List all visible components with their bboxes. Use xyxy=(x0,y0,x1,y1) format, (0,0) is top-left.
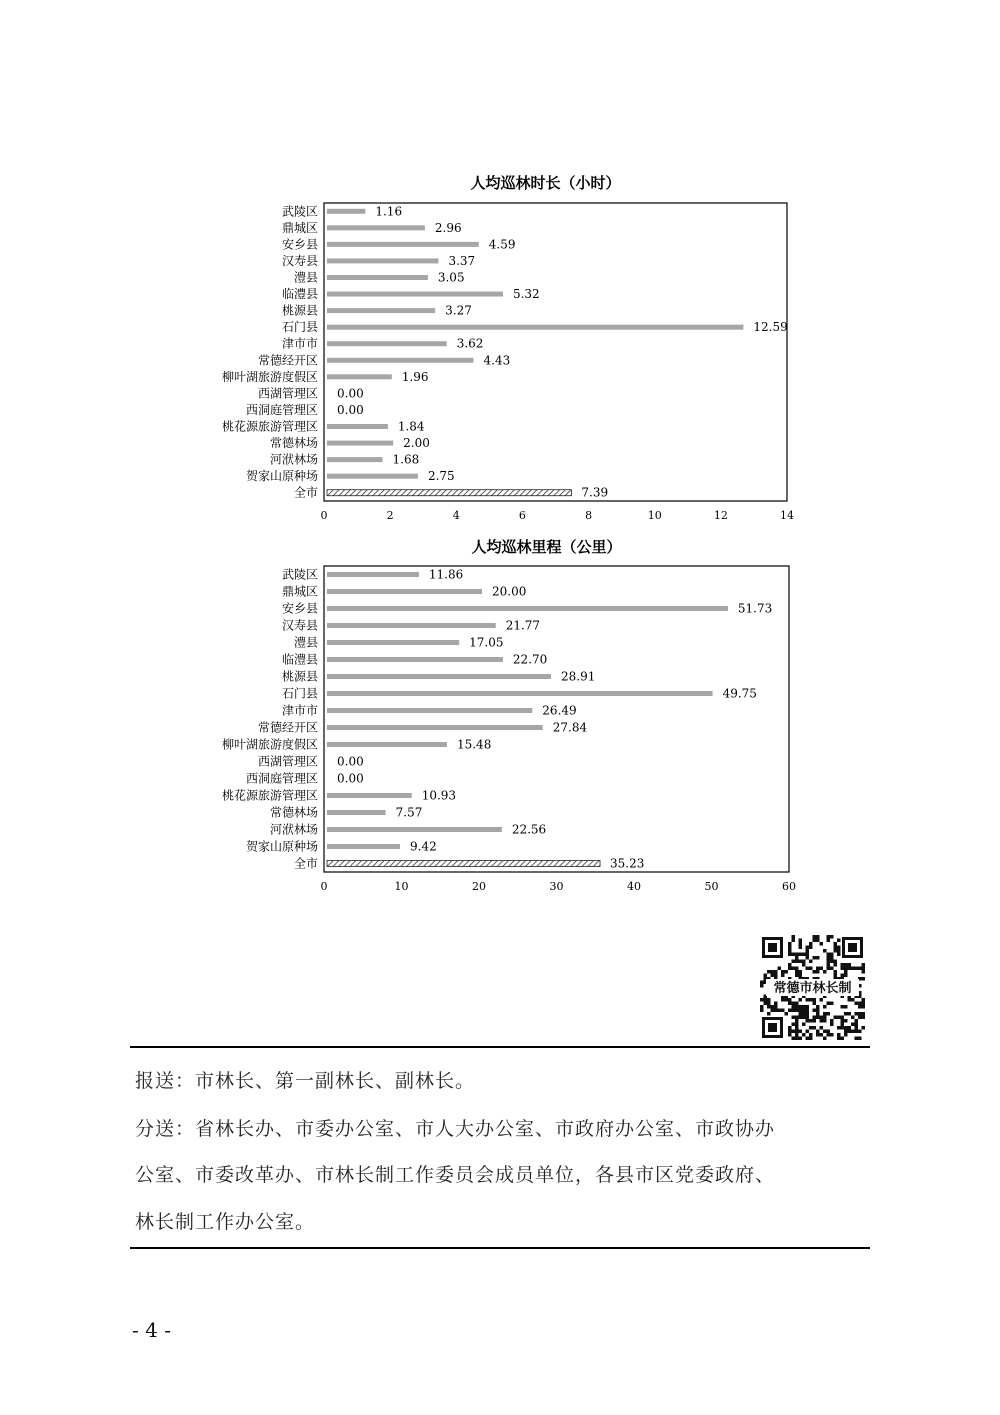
value-label: 2.96 xyxy=(434,220,462,235)
value-label: 49.75 xyxy=(722,686,757,701)
bar xyxy=(327,292,503,297)
category-label: 武陵区 xyxy=(281,567,318,582)
category-label: 贺家山原种场 xyxy=(245,469,318,484)
category-label: 鼎城区 xyxy=(281,584,318,599)
value-label: 3.05 xyxy=(437,270,465,285)
category-label: 安乡县 xyxy=(281,601,318,616)
value-label: 1.68 xyxy=(392,452,420,467)
category-label: 安乡县 xyxy=(281,237,318,252)
value-label: 2.00 xyxy=(403,436,430,451)
category-label: 鼎城区 xyxy=(281,220,318,235)
category-label: 桃花源旅游管理区 xyxy=(221,788,318,803)
divider-top xyxy=(130,1046,870,1048)
chart-title: 人均巡林里程（公里） xyxy=(471,538,622,556)
category-label: 全市 xyxy=(293,485,318,500)
x-tick-label: 0 xyxy=(320,509,328,522)
category-label: 常德经开区 xyxy=(257,353,318,368)
x-tick-label: 40 xyxy=(627,880,641,893)
distribution-report-line: 报送：市林长、第一副林长、副林长。 xyxy=(135,1070,476,1092)
category-label: 常德经开区 xyxy=(257,720,318,735)
bar xyxy=(327,793,412,798)
category-label: 河洑林场 xyxy=(269,452,318,467)
distribution-copy-line-2: 公室、市委改革办、市林长制工作委员会成员单位，各县市区党委政府、 xyxy=(135,1164,776,1186)
category-label: 柳叶湖旅游度假区 xyxy=(221,369,318,384)
value-label: 5.32 xyxy=(512,287,540,302)
category-label: 河洑林场 xyxy=(269,822,318,837)
value-label: 0.00 xyxy=(337,771,364,786)
category-label: 桃源县 xyxy=(281,303,318,318)
chart-patrol-hours-svg xyxy=(200,170,800,530)
bar xyxy=(327,691,713,696)
value-label: 10.93 xyxy=(421,788,457,803)
value-label: 0.00 xyxy=(337,386,364,401)
bar xyxy=(327,424,388,429)
value-label: 4.59 xyxy=(488,237,516,252)
category-label: 汉寿县 xyxy=(281,618,318,633)
value-label: 1.96 xyxy=(401,369,429,384)
bar xyxy=(327,810,386,815)
category-label: 贺家山原种场 xyxy=(245,839,318,854)
bar xyxy=(327,623,496,628)
bar xyxy=(327,308,435,313)
x-tick-label: 20 xyxy=(472,880,486,893)
bar xyxy=(327,725,543,730)
x-tick-label: 4 xyxy=(452,509,460,522)
category-label: 津市市 xyxy=(281,336,318,351)
value-label: 3.37 xyxy=(448,253,476,268)
qr-code-icon xyxy=(760,935,865,1040)
category-label: 常德林场 xyxy=(269,805,318,820)
x-tick-label: 8 xyxy=(585,509,593,522)
value-label: 9.42 xyxy=(410,839,437,854)
category-label: 临澧县 xyxy=(281,287,318,302)
category-label: 澧县 xyxy=(293,270,318,285)
value-label: 51.73 xyxy=(737,601,773,616)
category-label: 武陵区 xyxy=(281,204,318,219)
chart-title: 人均巡林时长（小时） xyxy=(470,174,621,192)
category-label: 西湖管理区 xyxy=(257,754,318,769)
bar xyxy=(327,441,393,446)
chart-patrol-distance-svg xyxy=(200,535,800,900)
x-tick-label: 10 xyxy=(647,509,662,522)
x-tick-label: 2 xyxy=(386,509,394,522)
x-tick-label: 12 xyxy=(713,509,728,522)
value-label: 17.05 xyxy=(469,635,504,650)
qr-caption: 常德市林长制 xyxy=(773,981,852,996)
value-label: 12.59 xyxy=(753,320,788,335)
x-tick-label: 6 xyxy=(518,509,526,522)
x-tick-label: 50 xyxy=(704,880,719,893)
value-label: 11.86 xyxy=(428,567,464,582)
value-label: 28.91 xyxy=(561,669,596,684)
bar xyxy=(327,358,474,363)
bar xyxy=(327,242,479,247)
category-label: 西洞庭管理区 xyxy=(245,771,318,786)
x-tick-label: 60 xyxy=(782,880,796,893)
value-label: 3.27 xyxy=(445,303,472,318)
value-label: 7.39 xyxy=(581,485,609,500)
bar xyxy=(327,474,418,479)
bar xyxy=(327,708,532,713)
value-label: 15.48 xyxy=(456,737,492,752)
category-label: 临澧县 xyxy=(281,652,318,667)
value-label: 27.84 xyxy=(552,720,588,735)
x-tick-label: 30 xyxy=(549,880,564,893)
bar xyxy=(327,209,365,214)
divider-bottom xyxy=(130,1247,870,1249)
value-label: 0.00 xyxy=(337,754,364,769)
value-label: 20.00 xyxy=(492,584,527,599)
bar xyxy=(327,275,428,280)
page-number: - 4 - xyxy=(132,1318,171,1342)
value-label: 0.00 xyxy=(337,402,364,417)
bar xyxy=(327,742,447,747)
chart-patrol-hours xyxy=(200,170,800,530)
bar xyxy=(327,374,392,379)
value-label: 22.70 xyxy=(512,652,548,667)
category-label: 桃源县 xyxy=(281,669,318,684)
plot-area xyxy=(324,566,789,872)
bar xyxy=(327,225,425,230)
value-label: 22.56 xyxy=(511,822,547,837)
value-label: 2.75 xyxy=(427,469,455,484)
chart-patrol-distance xyxy=(200,535,800,900)
x-tick-label: 0 xyxy=(320,880,328,893)
bar xyxy=(327,844,400,849)
distribution-copy-line-3: 林长制工作办公室。 xyxy=(135,1211,316,1233)
category-label: 石门县 xyxy=(281,686,318,701)
category-label: 西洞庭管理区 xyxy=(245,402,318,417)
value-label: 21.77 xyxy=(505,618,541,633)
category-label: 全市 xyxy=(293,856,318,871)
bar xyxy=(327,325,743,330)
category-label: 常德林场 xyxy=(269,436,318,451)
bar xyxy=(327,589,482,594)
bar xyxy=(327,606,728,611)
category-label: 石门县 xyxy=(281,320,318,335)
category-label: 桃花源旅游管理区 xyxy=(221,419,318,434)
category-label: 津市市 xyxy=(281,703,318,718)
x-tick-label: 10 xyxy=(394,880,409,893)
bar xyxy=(327,258,438,263)
value-label: 7.57 xyxy=(395,805,423,820)
bar-total xyxy=(327,861,600,867)
category-label: 澧县 xyxy=(293,635,318,650)
bar xyxy=(327,674,551,679)
category-label: 柳叶湖旅游度假区 xyxy=(221,737,318,752)
value-label: 1.16 xyxy=(375,204,403,219)
bar-total xyxy=(327,490,571,496)
bar xyxy=(327,827,502,832)
x-tick-label: 14 xyxy=(780,509,794,522)
bar xyxy=(327,572,419,577)
category-label: 汉寿县 xyxy=(281,253,318,268)
bar xyxy=(327,457,383,462)
bar xyxy=(327,341,447,346)
category-label: 西湖管理区 xyxy=(257,386,318,401)
value-label: 4.43 xyxy=(483,353,511,368)
bar xyxy=(327,657,503,662)
bar xyxy=(327,640,459,645)
value-label: 1.84 xyxy=(397,419,425,434)
value-label: 26.49 xyxy=(542,703,577,718)
value-label: 3.62 xyxy=(456,336,484,351)
value-label: 35.23 xyxy=(610,856,645,871)
distribution-copy-line-1: 分送：省林长办、市委办公室、市人大办公室、市政府办公室、市政协办 xyxy=(135,1118,776,1140)
